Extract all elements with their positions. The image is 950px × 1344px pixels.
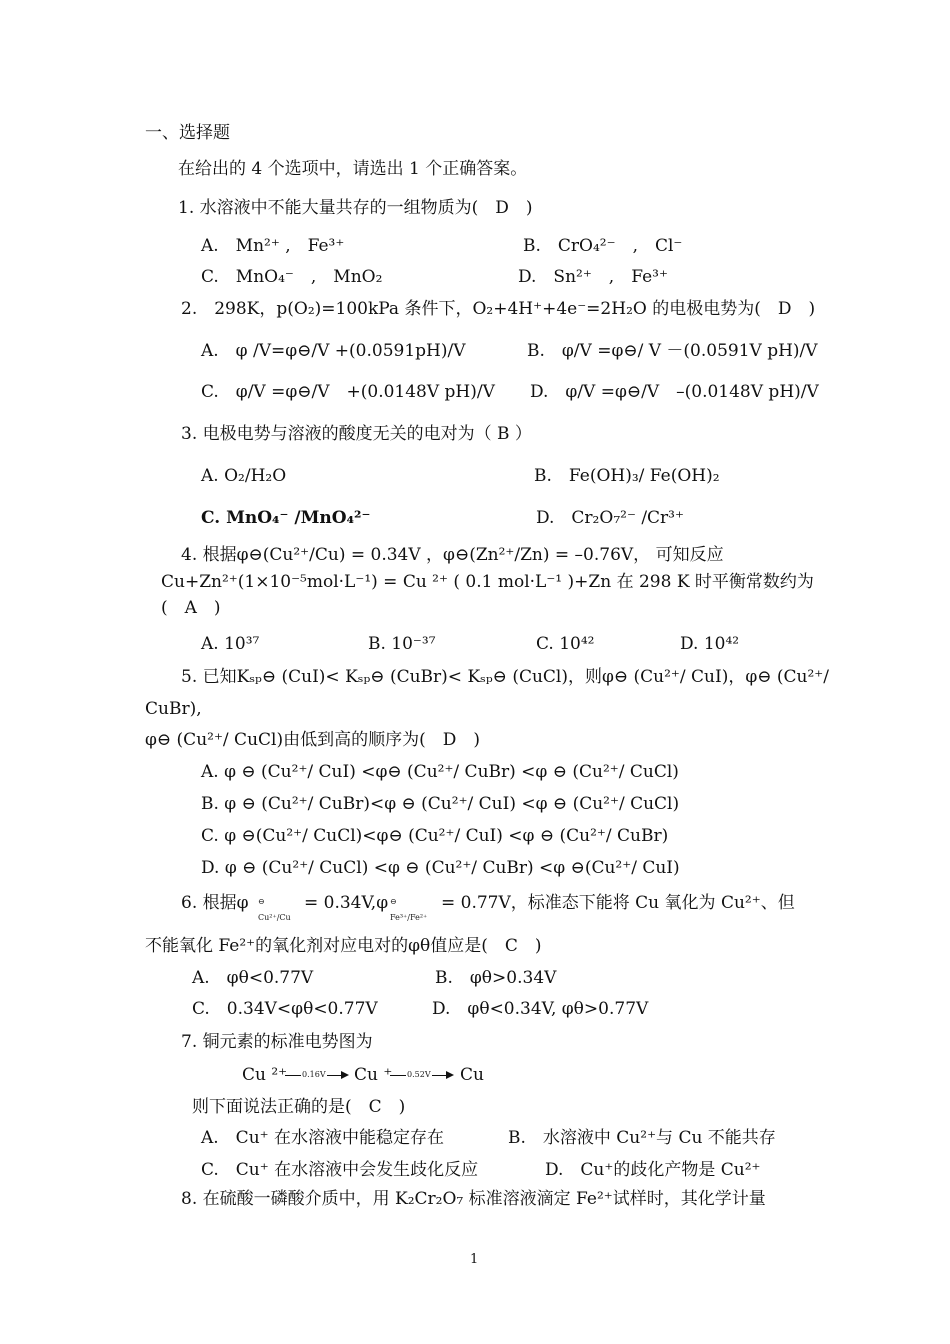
question-7-stem: 7. 铜元素的标准电势图为 xyxy=(181,1032,373,1052)
potential-label-1: 0.16V xyxy=(302,1070,326,1079)
question-6-option-d: D. φθ<0.34V, φθ>0.77V xyxy=(432,999,649,1019)
question-3-option-b: B. Fe(OH)₃/ Fe(OH)₂ xyxy=(534,466,720,486)
couple-cu-subscript: Cu²⁺/Cu xyxy=(258,913,291,922)
section-title: 一、选择题 xyxy=(145,123,230,143)
question-2-option-b: B. φ/V =φ⊖/ V －(0.0591V pH)/V xyxy=(527,341,818,361)
question-7-prompt: 则下面说法正确的是( C ) xyxy=(192,1097,406,1117)
question-2-stem: 2. 298K，p(O₂)=100kPa 条件下，O₂+4H⁺+4e⁻=2H₂O 的电极电势为( D ) xyxy=(181,299,816,319)
question-4-option-b: B. 10⁻³⁷ xyxy=(368,634,436,654)
question-5-option-d: D. φ ⊖ (Cu²⁺/ CuCl) <φ ⊖ (Cu²⁺/ CuBr) <φ ⊖(Cu²⁺/ CuI) xyxy=(201,858,680,878)
question-5-line-3: φ⊖ (Cu²⁺/ CuCl)由低到高的顺序为( D ) xyxy=(145,730,480,750)
question-6-option-a: A. φθ<0.77V xyxy=(192,968,314,988)
question-3-option-c: C. MnO₄⁻ /MnO₄²⁻ xyxy=(201,508,371,528)
question-4-line-2: Cu+Zn²⁺(1×10⁻⁵mol·L⁻¹) = Cu ²⁺ ( 0.1 mol·L⁻¹ )+Zn 在 298 K 时平衡常数约为 xyxy=(161,572,814,592)
question-8-stem: 8. 在硫酸一磷酸介质中，用 K₂Cr₂O₇ 标准溶液滴定 Fe²⁺试样时，其化学计量 xyxy=(181,1189,766,1209)
question-5-line-1: 5. 已知Kₛₚ⊖ (CuI)< Kₛₚ⊖ (CuBr)< Kₛₚ⊖ (CuCl)，则φ⊖ (Cu²⁺/ CuI)，φ⊖ (Cu²⁺/ xyxy=(181,667,830,687)
question-7-option-b: B. 水溶液中 Cu²⁺与 Cu 不能共存 xyxy=(508,1128,776,1148)
couple-fe-subscript: Fe³⁺/Fe²⁺ xyxy=(390,913,428,922)
question-4-line-1: 4. 根据φ⊖(Cu²⁺/Cu) = 0.34V ，φ⊖(Zn²⁺/Zn) = –0.76V， 可知反应 xyxy=(181,545,724,565)
question-5-line-2: CuBr), xyxy=(145,699,202,719)
question-2-option-a: A. φ /V=φ⊖/V +(0.0591pH)/V xyxy=(201,341,466,361)
question-5-option-b: B. φ ⊖ (Cu²⁺/ CuBr)<φ ⊖ (Cu²⁺/ CuI) <φ ⊖ (Cu²⁺/ CuCl) xyxy=(201,794,680,814)
species-cuplus: Cu ⁺ xyxy=(354,1065,393,1085)
question-5-option-a: A. φ ⊖ (Cu²⁺/ CuI) <φ⊖ (Cu²⁺/ CuBr) <φ ⊖ (Cu²⁺/ CuCl) xyxy=(201,762,679,782)
question-1-option-b: B. CrO₄²⁻ , Cl⁻ xyxy=(523,236,683,256)
question-2-option-d: D. φ/V =φ⊖/V –(0.0148V pH)/V xyxy=(530,382,819,402)
question-6-lead: 6. 根据φ xyxy=(181,893,249,913)
question-7-option-a: A. Cu⁺ 在水溶液中能稳定存在 xyxy=(201,1128,445,1148)
question-6-middle: = 0.34V,φ xyxy=(304,893,389,913)
question-1-option-a: A. Mn²⁺ , Fe³⁺ xyxy=(201,236,345,256)
question-1-stem: 1. 水溶液中不能大量共存的一组物质为( D ) xyxy=(178,198,533,218)
question-7-option-c: C. Cu⁺ 在水溶液中会发生歧化反应 xyxy=(201,1160,479,1180)
standard-symbol-small: ⊖ xyxy=(390,897,397,906)
question-6-line-2: 不能氧化 Fe²⁺的氧化剂对应电对的φθ值应是( C ) xyxy=(145,936,542,956)
question-4-line-3: ( A ) xyxy=(161,598,221,618)
potential-label-2: 0.52V xyxy=(407,1070,431,1079)
page-number: 1 xyxy=(470,1252,479,1267)
instruction-text: 在给出的 4 个选项中，请选出 1 个正确答案。 xyxy=(178,159,528,179)
question-3-option-a: A. O₂/H₂O xyxy=(201,466,287,486)
species-cu2plus: Cu ²⁺ xyxy=(242,1065,288,1085)
question-1-option-d: D. Sn²⁺ , Fe³⁺ xyxy=(518,267,668,287)
standard-symbol-small: ⊖ xyxy=(258,897,265,906)
question-4-option-d: D. 10⁴² xyxy=(680,634,740,654)
question-7-option-d: D. Cu⁺的歧化产物是 Cu²⁺ xyxy=(545,1160,761,1180)
question-3-stem: 3. 电极电势与溶液的酸度无关的电对为（ B ） xyxy=(181,424,532,444)
question-5-option-c: C. φ ⊖(Cu²⁺/ CuCl)<φ⊖ (Cu²⁺/ CuI) <φ ⊖ (Cu²⁺/ CuBr) xyxy=(201,826,669,846)
question-6-option-c: C. 0.34V<φθ<0.77V xyxy=(192,999,378,1019)
question-6-option-b: B. φθ>0.34V xyxy=(435,968,557,988)
question-4-option-c: C. 10⁴² xyxy=(536,634,595,654)
question-4-option-a: A. 10³⁷ xyxy=(201,634,260,654)
question-2-option-c: C. φ/V =φ⊖/V +(0.0148V pH)/V xyxy=(201,382,495,402)
question-6-tail: = 0.77V，标准态下能将 Cu 氧化为 Cu²⁺、但 xyxy=(441,893,795,913)
question-3-option-d: D. Cr₂O₇²⁻ /Cr³⁺ xyxy=(536,508,684,528)
question-1-option-c: C. MnO₄⁻ , MnO₂ xyxy=(201,267,383,287)
species-cu: Cu xyxy=(460,1065,484,1085)
